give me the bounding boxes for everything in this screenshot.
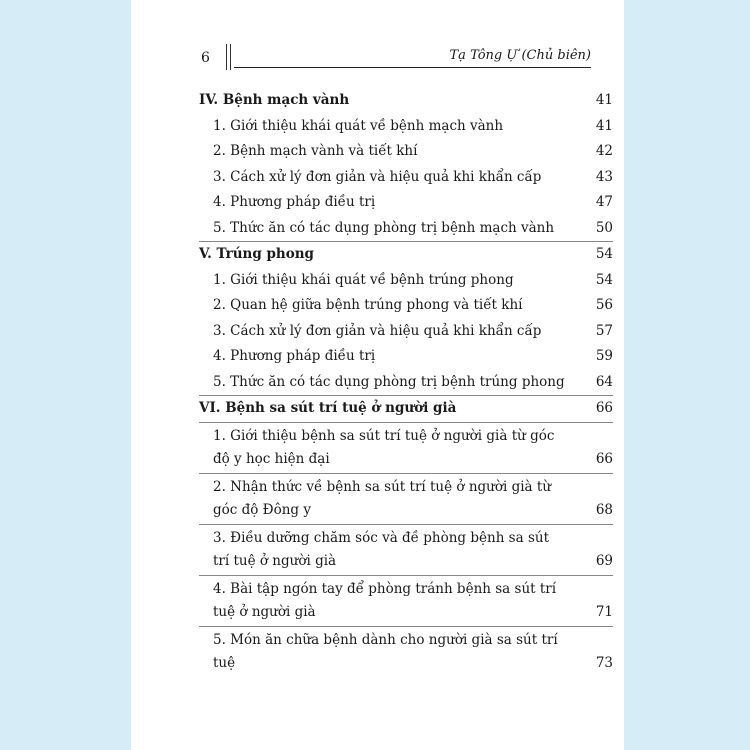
toc-page-number: 56 (595, 297, 613, 313)
toc-item-title: 3. Cách xử lý đơn giản và hiệu quả khi khẩn cấp (213, 322, 542, 339)
toc-item-title: 2. Quan hệ giữa bệnh trúng phong và tiết khí (213, 297, 523, 313)
toc-item-title: 4. Bài tập ngón tay để phòng tránh bệnh sa sút trí tuệ ở người già (213, 580, 557, 620)
toc-page-number: 47 (595, 194, 613, 210)
book-page (131, 0, 624, 750)
toc-page-number: 59 (595, 348, 613, 364)
toc-item-title: 1. Giới thiệu bệnh sa sút trí tuệ ở người già từ góc độ y học hiện đại (213, 427, 555, 467)
toc-page-number: 69 (595, 552, 613, 569)
page-number: 6 (201, 50, 210, 66)
header-rule (234, 67, 591, 68)
toc-section-row (199, 88, 613, 114)
toc-page-number: 73 (595, 654, 613, 671)
toc-item-title: 4. Phương pháp điều trị (213, 194, 376, 210)
header-author: Tạ Tông Ự (Chủ biên) (449, 48, 591, 63)
page-header (199, 44, 601, 70)
toc-page-number: 41 (595, 92, 613, 108)
toc-item-title: 5. Thức ăn có tác dụng phòng trị bệnh trúng phong (213, 373, 565, 390)
toc-item-title: 1. Giới thiệu khái quát về bệnh mạch vành (213, 117, 504, 134)
toc-item-title: 5. Món ăn chữa bệnh dành cho người già sa sút trí tuệ (213, 631, 558, 671)
toc-item-row (199, 370, 613, 397)
toc-item-row (199, 114, 613, 140)
toc-section-title: VI. Bệnh sa sút trí tuệ ở người già (199, 400, 457, 416)
toc-section-title: V. Trúng phong (199, 246, 314, 262)
toc-page-number: 43 (595, 168, 613, 185)
toc-item-row (199, 344, 613, 370)
toc-page-number: 54 (595, 271, 613, 288)
toc-item-title: 3. Cách xử lý đơn giản và hiệu quả khi khẩn cấp (213, 168, 542, 185)
toc-item-row (199, 423, 613, 474)
toc-item-title: 4. Phương pháp điều trị (213, 348, 376, 364)
toc-section-title: IV. Bệnh mạch vành (199, 92, 350, 108)
toc-item-title: 1. Giới thiệu khái quát về bệnh trúng phong (213, 271, 514, 288)
toc-item-row (199, 216, 613, 243)
toc-item-row (199, 319, 613, 345)
toc-item-row (199, 139, 613, 165)
toc-page-number: 64 (595, 373, 613, 390)
toc-page-number: 57 (595, 322, 613, 339)
toc-page-number: 66 (595, 400, 613, 416)
toc-item-row (199, 576, 613, 627)
toc-item-row (199, 165, 613, 191)
toc-item-row (199, 525, 613, 576)
table-of-contents (199, 88, 613, 677)
toc-page-number: 68 (595, 501, 613, 518)
toc-item-title: 3. Điều dưỡng chăm sóc và đề phòng bệnh sa sút trí tuệ ở người già (213, 529, 549, 569)
toc-item-row (199, 474, 613, 525)
toc-item-title: 2. Nhận thức về bệnh sa sút trí tuệ ở người già từ góc độ Đông y (213, 478, 552, 518)
header-ornament (226, 44, 231, 70)
toc-item-row (199, 293, 613, 319)
toc-page-number: 42 (595, 143, 613, 159)
toc-item-title: 2. Bệnh mạch vành và tiết khí (213, 143, 418, 159)
toc-item-row (199, 268, 613, 294)
toc-section-row (199, 396, 613, 423)
toc-page-number: 71 (595, 603, 613, 620)
toc-page-number: 54 (595, 246, 613, 262)
toc-section-row (199, 242, 613, 268)
toc-page-number: 41 (595, 117, 613, 134)
toc-item-row (199, 627, 613, 677)
toc-page-number: 50 (595, 219, 613, 236)
toc-page-number: 66 (595, 450, 613, 467)
toc-item-row (199, 190, 613, 216)
toc-item-title: 5. Thức ăn có tác dụng phòng trị bệnh mạch vành (213, 219, 555, 236)
